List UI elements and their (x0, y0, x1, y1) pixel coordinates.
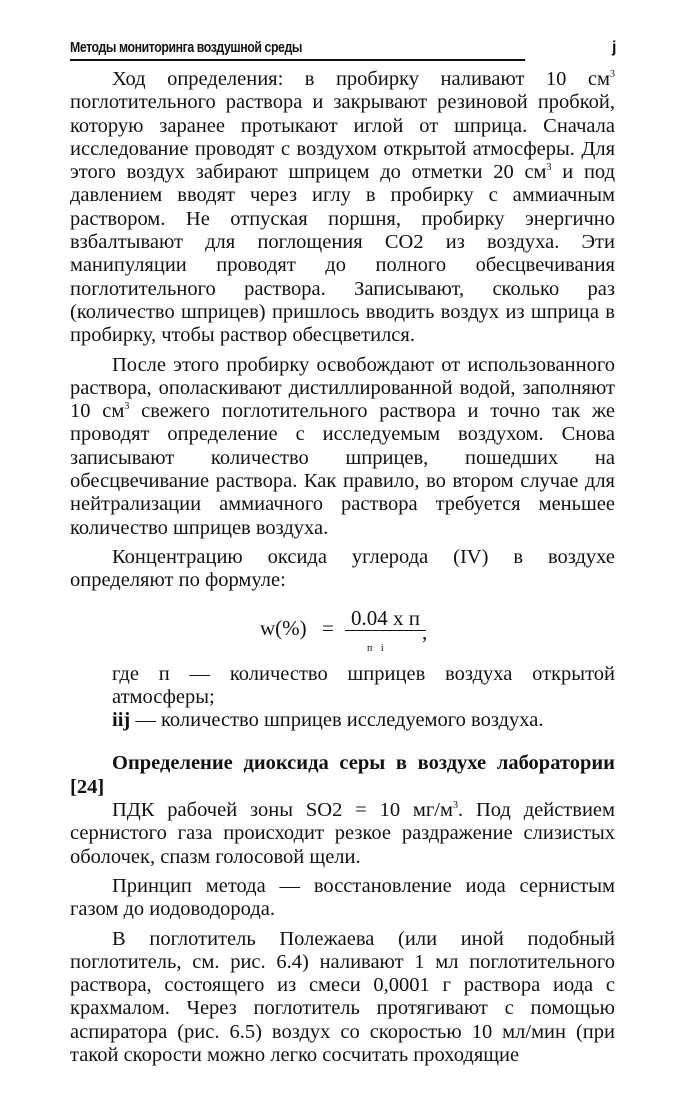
page-corner-mark: j (612, 39, 617, 56)
body-text (70, 68, 615, 1067)
formula-denominator: п i (367, 642, 387, 654)
text-span: и под давлением вводят через иглу в пробирку с аммиачным раствором. Не отпуская поршня, пробирку энергично взбалтывают для поглощения СО2 из воздуха. Эти манипуляции проводят до полного обесцвечивания поглотительного раствора. Записывают, сколько раз (количество шприцев) пришлось вводить воздух из шприца в пробирку, чтобы раствор обесцветился. (70, 161, 616, 347)
superscript: 3 (124, 401, 130, 413)
text-span: После этого пробирку освобождают от использованного раствора, ополаскивают дистиллированной водой, заполняют 10 см (70, 353, 615, 423)
superscript: 3 (546, 162, 552, 174)
superscript: 3 (610, 69, 615, 81)
formula (70, 607, 615, 659)
text-span: Ход определения: в пробирку наливают 10 см (112, 68, 610, 90)
text-span: ПДК рабочей зоны SO2 = 10 мг/м (112, 799, 453, 822)
formula-definitions (70, 663, 615, 733)
section-heading: Определение диоксида серы в воздухе лаборатории [24] (70, 752, 615, 798)
text-span: свежего поглотительного раствора и точно так же проводят определение с исследуемым воздухом. Снова записывают количество шприцев, пошедших на обесцвечивание раствора. Как правило, во втором случае для нейтрализации аммиачного раствора требуется меньшее количество шприцев воздуха. (70, 400, 616, 539)
paragraph-second-test (70, 354, 615, 540)
formula-equals: = (322, 615, 334, 640)
paragraph-principle: Принцип метода — восстановление иода сернистым газом до иодоводорода. (70, 874, 615, 921)
text-span: поглотительного раствора и закрывают резиновой пробкой, которую заранее протыкают иглой от шприца. Сначала исследование проводят с воздухом открытой атмосферы. Для этого воздух забирают шприцем до отметки 20 см (70, 91, 615, 184)
paragraph-pdk (70, 799, 615, 869)
formula-lhs: w(%) (260, 615, 307, 640)
paragraph-absorber: В поглотитель Полежаева (или иной подобный поглотитель, см. рис. 6.4) наливают 1 мл поглотительного раствора, состоящего из смеси 0,0001 г раствора иода с крахмалом. Через поглотитель протягивают с помощью аспиратора (рис. 6.5) воздух со скоростью 10 мл/мин (при такой скорости можно легко сосчитать проходящие (70, 927, 615, 1066)
superscript: 3 (452, 800, 458, 812)
paragraph-procedure (70, 68, 615, 348)
paragraph-formula-intro: Концентрацию оксида углерода (IV) в воздухе определяют по формуле: (70, 545, 615, 592)
symbol: iij (112, 709, 131, 732)
running-header: Методы мониторинга воздушной среды (70, 39, 525, 61)
definition-n1 (70, 709, 615, 732)
formula-comma: , (422, 619, 428, 644)
formula-numerator: 0.04 x п (345, 607, 426, 631)
text-span: — количество шприцев исследуемого воздуха. (130, 709, 544, 732)
text-span: . Под действием сернистого газа происходит резкое раздражение слизистых оболочек, спазм голосовой щели. (70, 799, 615, 868)
definition-n: где п — количество шприцев воздуха открытой атмосферы; (112, 662, 615, 708)
